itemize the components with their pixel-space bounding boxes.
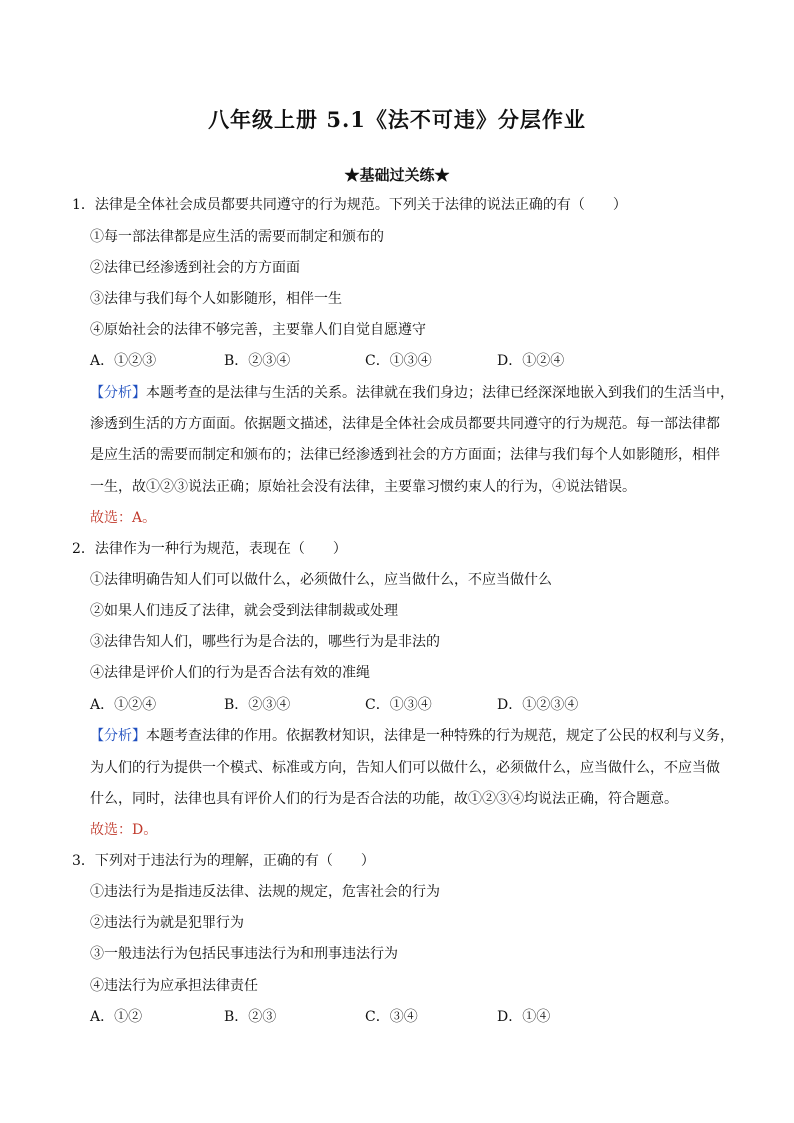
question-2-choice-b: B．②③④ [224, 697, 291, 713]
question-3-statement-3: ③一般违法行为包括民事违法行为和刑事违法行为 [90, 946, 398, 962]
question-3-choice-d: D．①④ [497, 1009, 551, 1025]
question-3-statement-4: ④违法行为应承担法律责任 [90, 978, 258, 994]
question-2-choice-a: A．①②④ [90, 697, 157, 713]
question-2-analysis-line-1 [90, 726, 734, 746]
question-3-choice-b: B．②③ [224, 1009, 277, 1025]
question-1-statement-1: ①每一部法律都是应生活的需要而制定和颁布的 [90, 229, 384, 245]
question-2-statement-1: ①法律明确告知人们可以做什么，必须做什么，应当做什么，不应当做什么 [90, 572, 552, 588]
question-1-analysis-line-4: 一生，故①②③说法正确；原始社会没有法律，主要靠习惯约束人的行为，④说法错误。 [90, 479, 636, 495]
question-3-choice-c: C．③④ [365, 1009, 418, 1025]
question-2-analysis-line-3: 什么，同时，法律也具有评价人们的行为是否合法的功能，故①②③④均说法正确，符合题意。 [90, 791, 678, 807]
question-1-statement-3: ③法律与我们每个人如影随形，相伴一生 [90, 291, 342, 307]
question-1-stem: 1．法律是全体社会成员都要共同遵守的行为规范。下列关于法律的说法正确的有（ ） [72, 197, 627, 213]
question-2-choice-c: C．①③④ [365, 697, 432, 713]
question-2-choice-d: D．①②③④ [497, 697, 579, 713]
question-3-statement-2: ②违法行为就是犯罪行为 [90, 915, 244, 931]
question-2-answer: 故选：D。 [90, 822, 158, 838]
question-3-choice-a: A．①② [90, 1009, 143, 1025]
question-1-choice-c: C．①③④ [365, 353, 432, 369]
question-1-analysis-line-3: 是应生活的需要而制定和颁布的；法律已经渗透到社会的方方面面；法律与我们每个人如影随形，相伴 [90, 447, 720, 463]
question-3-stem: 3．下列对于违法行为的理解，正确的有（ ） [72, 853, 375, 869]
question-2-statement-4: ④法律是评价人们的行为是否合法有效的准绳 [90, 665, 370, 681]
question-2-statement-3: ③法律告知人们，哪些行为是合法的，哪些行为是非法的 [90, 634, 440, 650]
question-1-analysis-line-1 [90, 383, 734, 403]
question-2-statement-2: ②如果人们违反了法律，就会受到法律制裁或处理 [90, 603, 398, 619]
analysis-text: 本题考查的是法律与生活的关系。法律就在我们身边；法律已经深深地嵌入到我们的生活当中， [146, 385, 734, 401]
question-1-statement-4: ④原始社会的法律不够完善，主要靠人们自觉自愿遵守 [90, 322, 426, 338]
question-2-stem: 2．法律作为一种行为规范，表现在（ ） [72, 541, 347, 557]
question-1-choice-d: D．①②④ [497, 353, 565, 369]
question-1-choice-a: A．①②③ [90, 353, 157, 369]
section-heading: ★基础过关练★ [344, 166, 450, 184]
question-3-statement-1: ①违法行为是指违反法律、法规的规定，危害社会的行为 [90, 884, 440, 900]
analysis-tag: 【分析】 [90, 385, 146, 401]
question-1-statement-2: ②法律已经渗透到社会的方方面面 [90, 260, 300, 276]
question-1-choice-b: B．②③④ [224, 353, 291, 369]
analysis-text: 本题考查法律的作用。依据教材知识，法律是一种特殊的行为规范，规定了公民的权利与义务， [146, 728, 734, 744]
question-2-analysis-line-2: 为人们的行为提供一个模式、标准或方向，告知人们可以做什么，必须做什么，应当做什么，不应当做 [90, 760, 720, 776]
question-1-analysis-line-2: 渗透到生活的方方面面。依据题文描述，法律是全体社会成员都要共同遵守的行为规范。每一部法律都 [90, 416, 720, 432]
analysis-tag: 【分析】 [90, 728, 146, 744]
page-title: 八年级上册 5.1《法不可违》分层作业 [208, 107, 586, 132]
question-1-answer: 故选：A。 [90, 510, 157, 526]
